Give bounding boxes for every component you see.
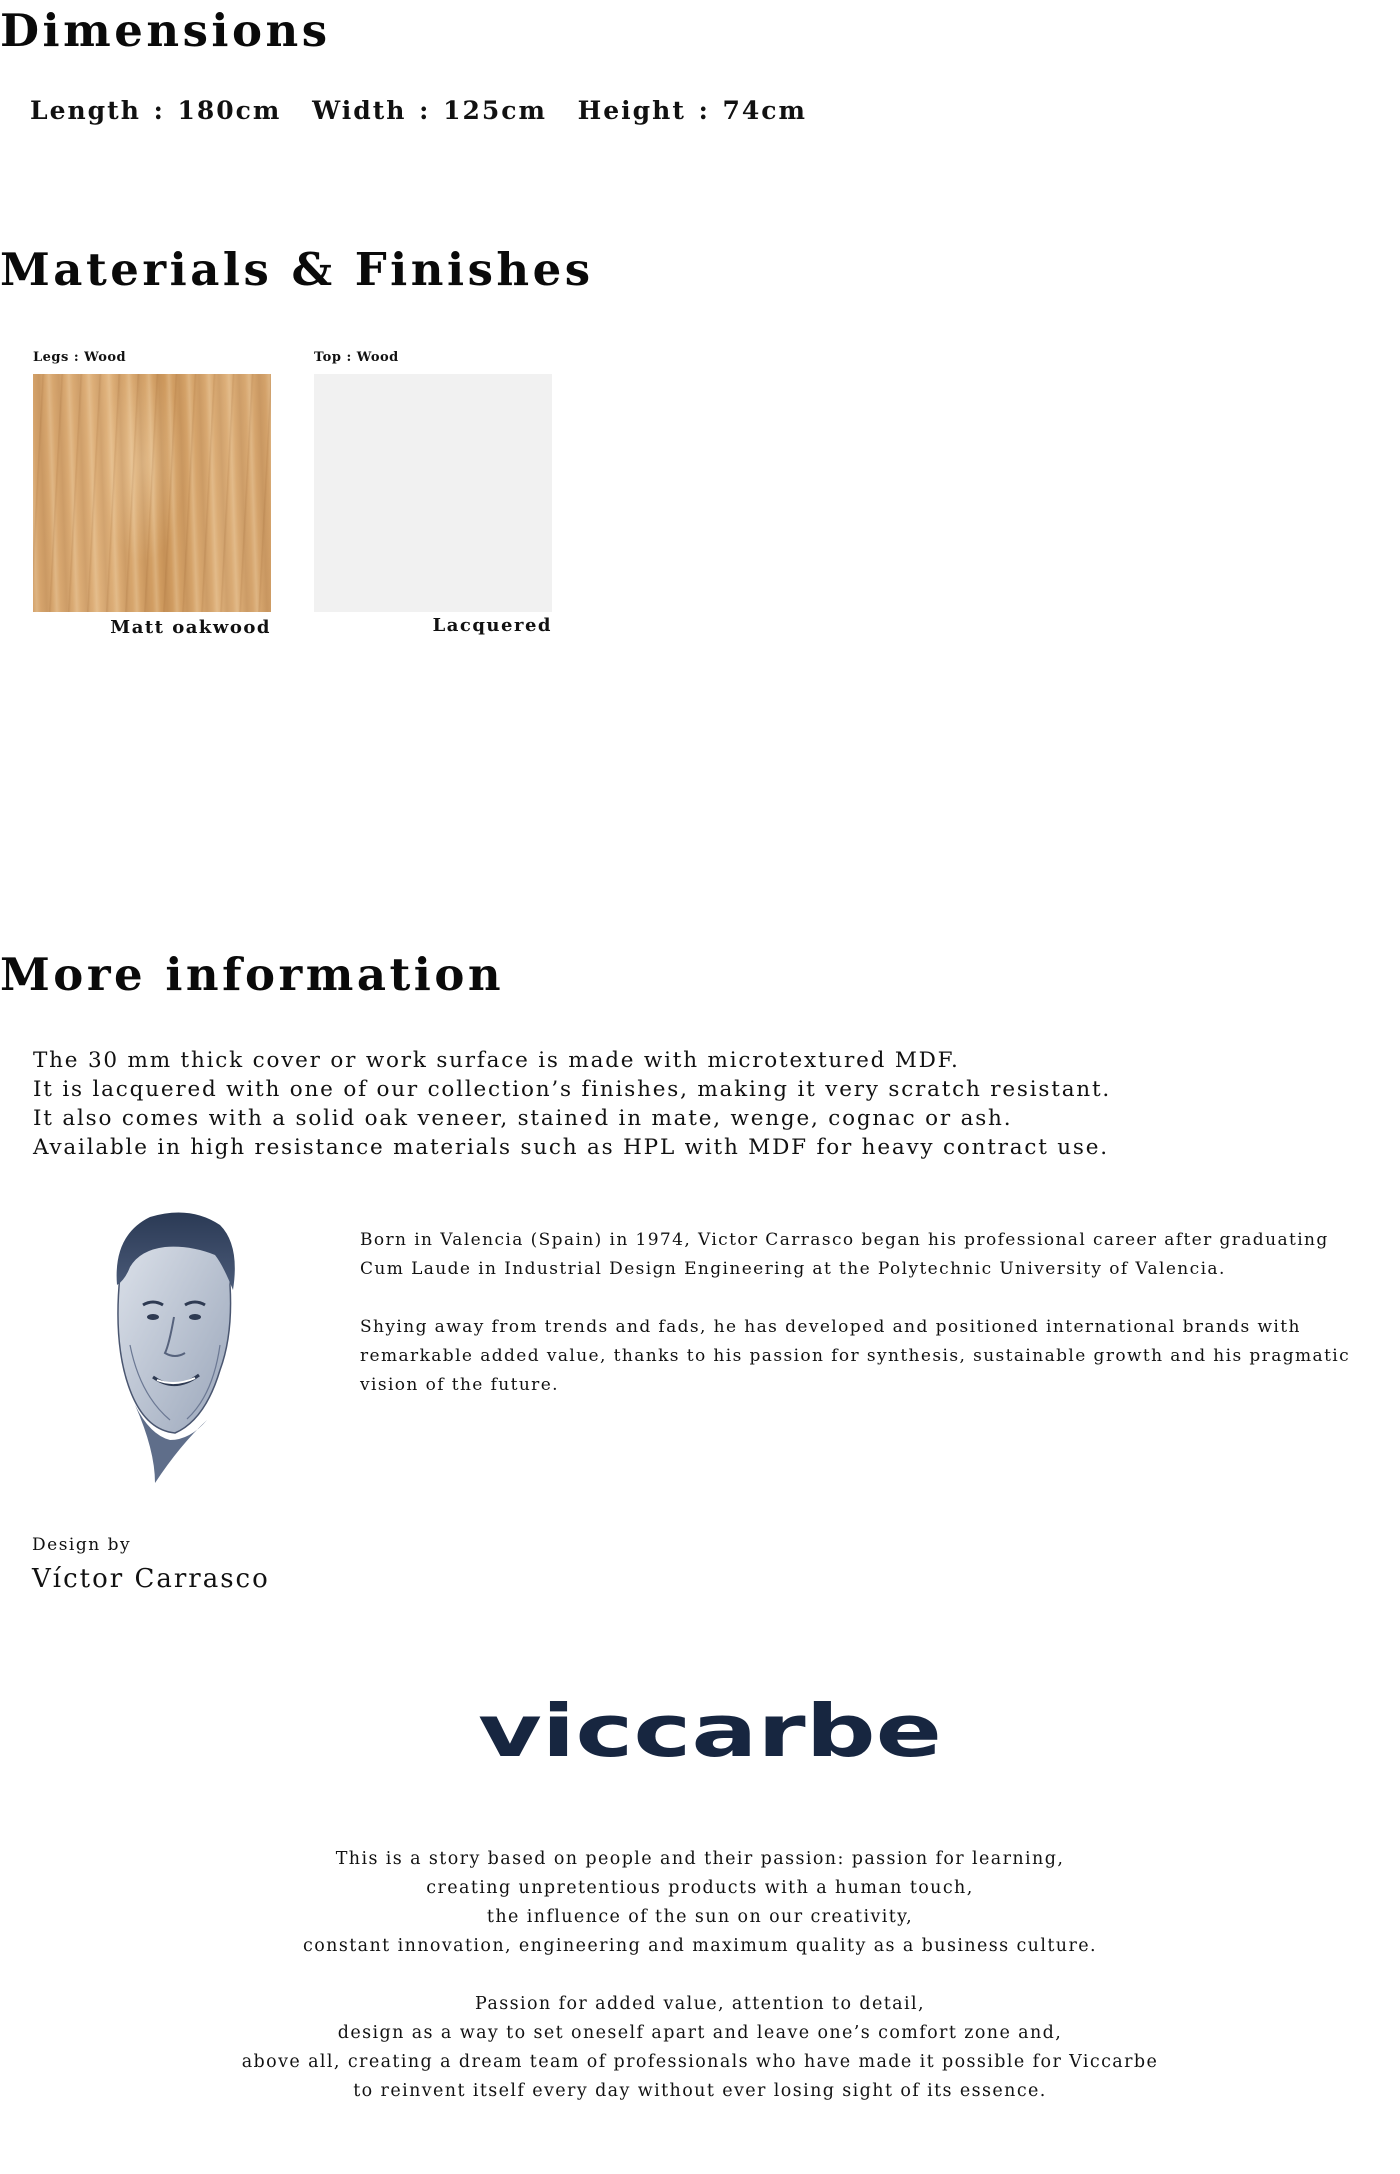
story-line: This is a story based on people and their passion: passion for learning,	[335, 1849, 1065, 1869]
bio-line: remarkable added value, thanks to his passion for synthesis, sustainable growth and his pragmatic	[360, 1346, 1351, 1366]
brand-story	[150, 1845, 1250, 2106]
info-line: The 30 mm thick cover or work surface is made with microtextured MDF.	[33, 1048, 960, 1073]
viccarbe-logo[interactable]	[470, 1700, 950, 1770]
more-information-heading: More information	[0, 948, 505, 1001]
lacquered-swatch[interactable]	[314, 374, 552, 612]
materials-heading: Materials & Finishes	[0, 243, 594, 296]
story-line: creating unpretentious products with a human touch,	[426, 1878, 974, 1898]
bio-line: Cum Laude in Industrial Design Engineering at the Polytechnic University of Valencia.	[360, 1259, 1226, 1279]
width-value: Width : 125cm	[312, 96, 547, 125]
designer-name: Víctor Carrasco	[32, 1564, 270, 1594]
design-by-label: Design by	[32, 1535, 132, 1555]
bio-line: Shying away from trends and fads, he has developed and positioned international brands with	[360, 1317, 1301, 1337]
story-line: to reinvent itself every day without ever losing sight of its essence.	[353, 2081, 1047, 2101]
dimensions-heading: Dimensions	[0, 4, 331, 57]
story-line: the influence of the sun on our creativity,	[486, 1907, 914, 1927]
info-line: It also comes with a solid oak veneer, stained in mate, wenge, cognac or ash.	[33, 1106, 1013, 1131]
legs-finish-name: Matt oakwood	[110, 617, 271, 638]
top-finish-name: Lacquered	[432, 615, 552, 636]
story-line: Passion for added value, attention to detail,	[475, 1994, 925, 2014]
top-material-label: Top : Wood	[314, 350, 399, 365]
bio-paragraph	[360, 1226, 1360, 1284]
oakwood-swatch[interactable]	[33, 374, 271, 612]
length-value: Length : 180cm	[30, 96, 282, 125]
legs-material-label: Legs : Wood	[33, 350, 127, 365]
designer-biography	[360, 1226, 1360, 1429]
story-line: design as a way to set oneself apart and leave one’s comfort zone and,	[337, 2023, 1063, 2043]
story-line: above all, creating a dream team of professionals who have made it possible for Viccarbe	[241, 2052, 1159, 2072]
designer-portrait-image	[95, 1205, 245, 1485]
height-value: Height : 74cm	[577, 96, 807, 125]
bio-line: vision of the future.	[360, 1375, 559, 1395]
logo-text: viccarbe	[478, 1700, 942, 1770]
more-information-text	[33, 1046, 1111, 1162]
bio-paragraph	[360, 1313, 1360, 1400]
dimensions-values	[30, 96, 825, 125]
bio-line: Born in Valencia (Spain) in 1974, Victor Carrasco began his professional career after graduating	[360, 1230, 1329, 1250]
info-line: Available in high resistance materials such as HPL with MDF for heavy contract use.	[33, 1135, 1109, 1160]
info-line: It is lacquered with one of our collection’s finishes, making it very scratch resistant.	[33, 1077, 1112, 1102]
story-line: constant innovation, engineering and maximum quality as a business culture.	[303, 1936, 1097, 1956]
